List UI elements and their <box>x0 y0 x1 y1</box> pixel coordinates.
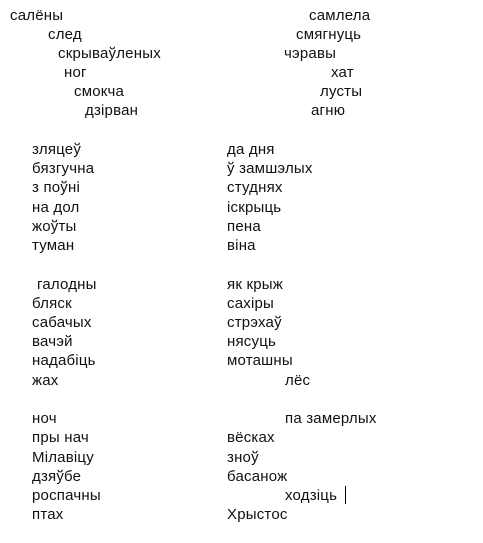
word-g2-left-4: на дол <box>32 199 80 216</box>
word-g3-right-4: нясуць <box>227 333 277 350</box>
word-g3-right-2: сахіры <box>227 295 274 312</box>
word-g3-right-6: лёс <box>285 372 311 389</box>
word-g3-left-4: вачэй <box>32 333 73 350</box>
word-g2-left-6: туман <box>32 237 75 254</box>
word-g2-right-6: віна <box>227 237 256 254</box>
word-g2-right-3: студнях <box>227 179 283 196</box>
word-g3-left-2: бляск <box>32 295 72 312</box>
word-g3-left-5: надабіць <box>32 352 96 369</box>
word-g1-left-5: смокча <box>74 83 125 100</box>
word-g2-right-5: пена <box>227 218 261 235</box>
word-g2-left-1: зляцеў <box>32 141 82 158</box>
word-g4-right-5: ходзіць <box>285 487 338 504</box>
word-g1-right-4: хат <box>331 64 354 81</box>
word-g1-left-6: дзірван <box>85 102 139 119</box>
word-g3-right-3: стрэхаў <box>227 314 282 331</box>
word-g2-left-2: бязгучна <box>32 160 95 177</box>
word-g2-right-1: да дня <box>227 141 275 158</box>
word-g3-left-3: сабачых <box>32 314 92 331</box>
word-g4-left-5: роспачны <box>32 487 101 504</box>
word-g4-left-6: птах <box>32 506 64 523</box>
word-g1-left-1: салёны <box>10 7 64 24</box>
word-g4-right-2: вёсках <box>227 429 275 446</box>
word-g1-right-6: агню <box>311 102 346 119</box>
word-g4-left-2: пры нач <box>32 429 89 446</box>
word-g4-left-3: Мілавіцу <box>32 449 94 466</box>
word-g4-right-6: Хрыстос <box>227 506 288 523</box>
word-g4-left-1: ноч <box>32 410 57 427</box>
word-g1-left-4: ног <box>64 64 87 81</box>
word-g1-right-5: лусты <box>320 83 363 100</box>
word-g3-right-5: моташны <box>227 352 293 369</box>
word-g2-left-3: з поўні <box>32 179 81 196</box>
word-g2-right-4: іскрыць <box>227 199 282 216</box>
word-g4-right-4: басанож <box>227 468 288 485</box>
word-g4-left-4: дзяўбе <box>32 468 82 485</box>
text-cursor[interactable] <box>345 486 346 504</box>
word-g2-left-5: жоўты <box>32 218 77 235</box>
word-g1-right-2: смягнуць <box>296 26 362 43</box>
word-g1-left-3: скрываўленых <box>58 45 161 62</box>
word-g4-right-3: зноў <box>227 449 259 466</box>
word-g1-right-1: самлела <box>309 7 371 24</box>
word-g3-right-1: як крыж <box>227 276 283 293</box>
word-g1-right-3: чэравы <box>284 45 337 62</box>
word-g4-right-1: па замерлых <box>285 410 377 427</box>
word-g1-left-2: след <box>48 26 82 43</box>
word-g3-left-1: галодны <box>37 276 97 293</box>
word-g3-left-6: жах <box>32 372 59 389</box>
word-g2-right-2: ў замшэлых <box>227 160 313 177</box>
